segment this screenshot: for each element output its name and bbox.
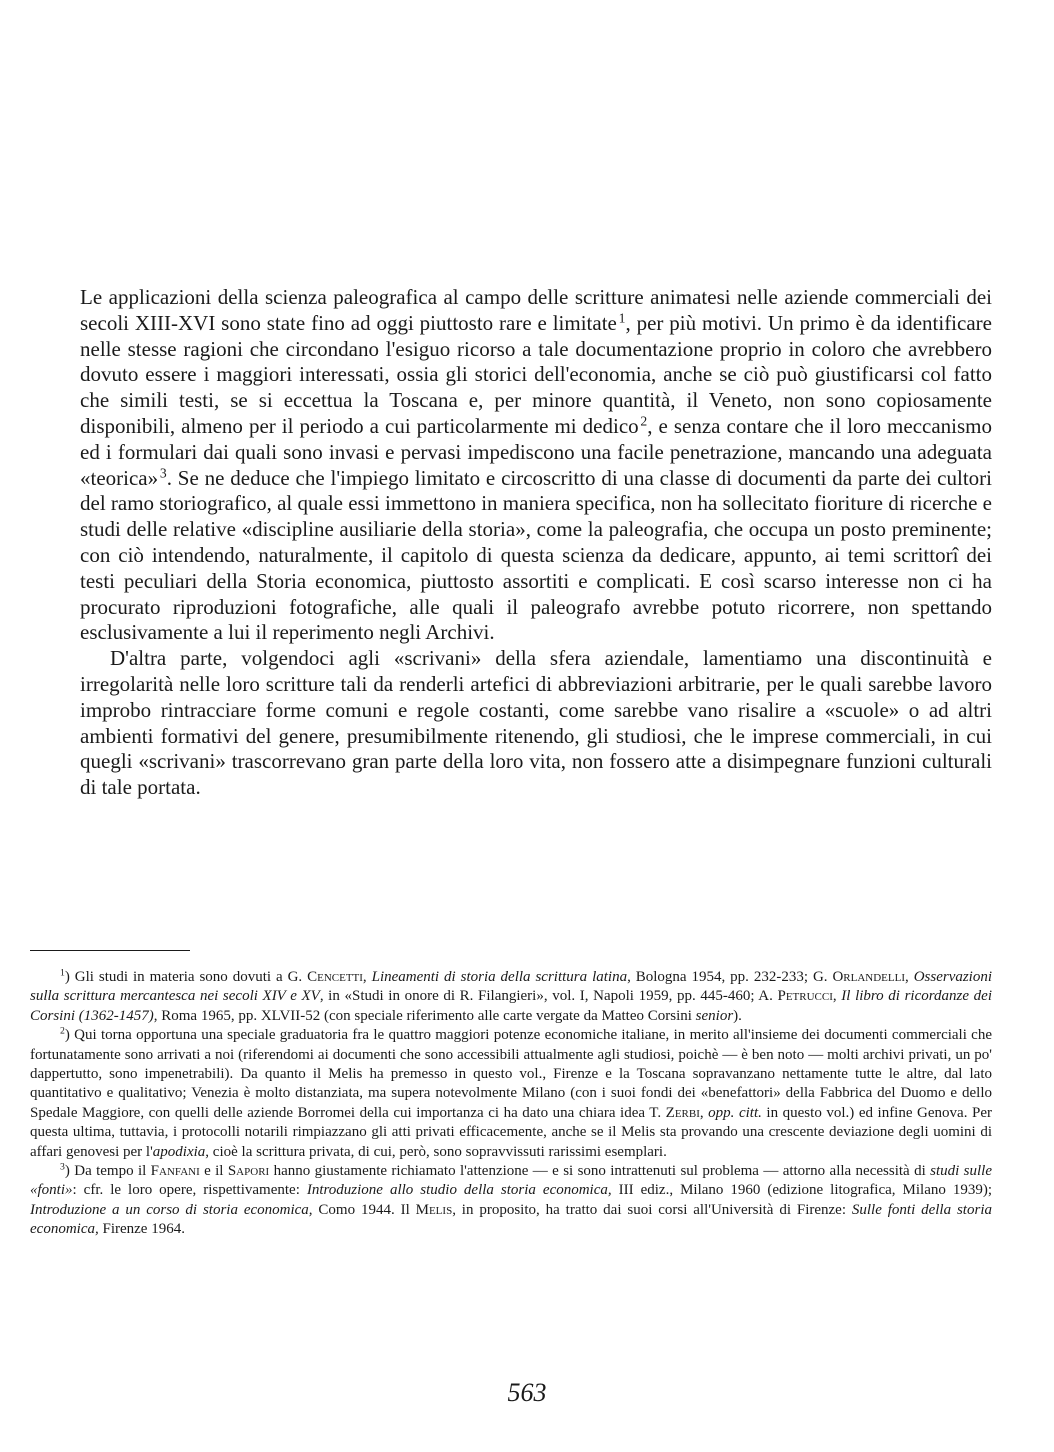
paragraph-2: D'altra parte, volgendoci agli «scrivani» della sfera aziendale, lamentiamo una discontinuità e irregolarità nelle loro scritture tali da renderli artefici di abbreviazioni arbitrarie, per le quali sarebbe lavoro improbo rintracciare forme comuni e regole costanti, come sarebbe vano risalire a «scuole» o ad altri ambienti formativi del genere, presumibilmente ritenendo, gli studiosi, che le imprese commerciali, in cui quegli «scrivani» trascorrevano gran parte della loro vita, non fossero atte a disimpegnare funzioni culturali di tale portata. [80,646,992,800]
work-title: Introduzione allo studio della storia economica, [306,1182,612,1199]
footnote-text: , cioè la scrittura privata, di cui, però, sono sopravvissuti rarissimi esemplari. [205,1143,667,1160]
main-text [80,285,992,801]
footnote-ref-3: 3 [159,465,167,481]
author-name: Petrucci [777,988,833,1005]
author-name: Fanfani [150,1163,200,1180]
footnote-2 [30,1026,992,1162]
emphasis: studi sulle «fonti» [30,1163,992,1199]
footnote-text: e il [199,1163,228,1180]
author-name: Sapori [227,1163,270,1180]
emphasis: apodixia [152,1143,206,1160]
emphasis: opp. citt. [708,1104,762,1121]
footnote-ref-1: 1 [618,310,626,326]
footnote-number: 3 [60,1161,65,1173]
work-title: Introduzione a un corso di storia economica, [30,1201,313,1218]
work-title: Il libro di ricordanze dei Corsini (1362-1457) [30,988,992,1024]
footnote-text: III ediz., Milano 1960 (edizione litografica, Milano 1939); [611,1182,993,1199]
footnote-1 [30,968,992,1026]
footnote-text: , [905,969,914,985]
footnotes [30,968,992,1240]
footnote-number: 2 [60,1025,65,1037]
footnote-text: Como 1944. Il [312,1201,416,1218]
paragraph-1-text: , e senza contare che il loro meccanismo ed i formulari dai quali sono invasi e pervasi impediscono una facile penetrazione, mancando una adeguata «teorica» [80,413,992,490]
footnote-text: Firenze 1964. [98,1221,185,1238]
footnote-text: ) Da tempo il [64,1163,151,1180]
footnote-text: hanno giustamente richiamato l'attenzione — e si sono intrattenuti sul problema — attorno alla necessità di [269,1163,931,1180]
footnote-text: , in proposito, ha tratto dai suoi corsi all'Università di Firenze: [452,1201,852,1218]
author-name: Cencetti [307,969,363,985]
footnote-text: ) Qui torna opportuna una speciale graduatoria fra le quattro maggiori potenze economiche italiane, in merito all'insieme dei documenti commerciali che fortunatamente sono arrivati a noi (riferendomi ai documenti che sono accessibili attualmente agli studiosi, poichè — è ben noto — molti archivi privati, un po' dappertutto, sono impenetrabili). Da quanto il Melis ha premesso in questo vol., Firenze e la Toscana sopravanzano nettamente tutte le altre, dal lato quantitativo e qualitativo; Venezia è molto distanziata, ma supera notevolmente Milano (con i suoi fondi dei «benefattori» della Fabbrica del Duomo e dello Spedale Maggiore, con quelli delle aziende Borromei della cui importanza ci ha dato una chiara idea T. [30,1027,992,1121]
footnote-text: , Bologna 1954, pp. 232-233; G. [627,969,833,985]
footnote-ref-2: 2 [640,413,648,429]
footnote-number: 1 [60,967,65,979]
work-title: Sulle fonti della storia economica, [30,1201,992,1238]
paragraph-1-text: . Se ne deduce che l'impiego limitato e circoscritto di una classe di documenti da parte dei cultori del ramo storiografico, al quale essi immettono in maniera specifica, non ha sollecitato fioriture di ricerche e studi delle relative «discipline ausiliarie della storia», come la paleografia, che occupa un posto preminente; con ciò intendendo, naturalmente, il capitolo di questa scienza da dedicare, appunto, ai temi scrittorî dei testi peculiari della Storia economica, piuttosto assortiti e complicati. E così scarso interesse non ci ha procurato riproduzioni fotografiche, alle quali il paleografo avrebbe potuto ricorrere, non spettando esclusivamente a lui il reperimento negli Archivi. [80,465,992,645]
author-name: Orlandelli [832,969,905,985]
author-name: Zerbi [665,1104,700,1121]
footnote-text: , [362,969,372,985]
footnote-text: ). [733,1007,742,1024]
footnote-text: , Roma 1965, pp. XLVII-52 (con speciale riferimento alle carte vergate da Matteo Corsini [153,1007,696,1024]
page-number: 563 [507,1378,547,1407]
footnote-text: in questo vol.) ed infine Genova. Per questa ultima, tuttavia, i protocolli notarili rimpiazzano gli atti privati efficacemente, anche se il Melis sta provando una crescente deviazione degli uomini di affari genovesi per l' [30,1104,992,1160]
footnote-text: , in «Studi in onore di R. Filangieri», vol. I, Napoli 1959, pp. 445-460; A. [319,988,778,1005]
footnote-text: : cfr. le loro opere, rispettivamente: [72,1182,307,1199]
work-title: Osservazioni sulla scrittura mercantesca nei secoli XIV e XV [30,969,993,1005]
footnote-text: , [699,1104,709,1121]
footnote-separator [30,950,190,951]
footnote-text: ) Gli studi in materia sono dovuti a G. [64,969,308,985]
footnote-text: , [832,988,842,1005]
work-title: Lineamenti di storia della scrittura latina [371,969,628,985]
author-name: Melis [415,1201,453,1218]
emphasis: senior [695,1007,734,1024]
paragraph-1-text: Le applicazioni della scienza paleografica al campo delle scritture animatesi nelle aziende commerciali dei secoli XIII-XVI sono state fino ad oggi piuttosto rare e limitate [80,285,992,335]
paragraph-1-text: , per più motivi. Un primo è da identificare nelle stesse ragioni che circondano l'esiguo ricorso a tale documentazione proprio in coloro che avrebbero dovuto essere i maggiori interessati, ossia gli storici dell'economia, anche se ciò può giustificarsi col fatto che simili testi, se si eccettua la Toscana e, per minore quantità, il Veneto, non sono copiosamente disponibili, almeno per il periodo a cui particolarmente mi dedico [80,310,992,438]
paragraph-1 [80,285,992,646]
footnote-3 [30,1162,992,1240]
